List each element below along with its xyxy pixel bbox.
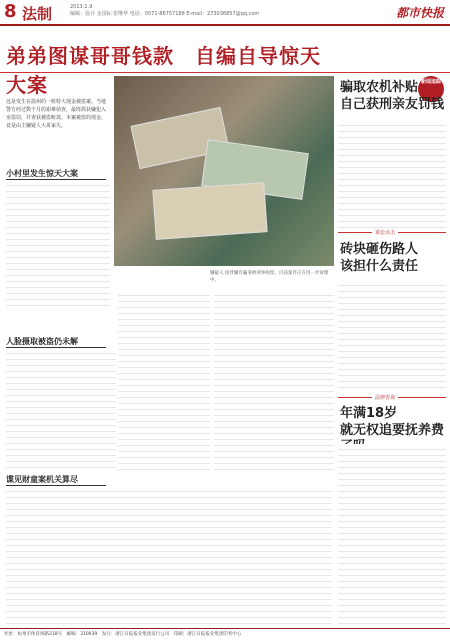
news-tag-badge: 新闻追踪 <box>418 76 444 102</box>
subheading-1: 小村里发生惊天大案 <box>6 168 106 180</box>
section-label-litigation: 诉讼点击 <box>372 229 398 236</box>
subheading-2: 人脸摄取被盗仍未解 <box>6 336 106 348</box>
cash-photo <box>114 76 334 266</box>
article-body-3 <box>118 290 210 470</box>
page-number: 8 <box>4 1 17 22</box>
subheading-3: 谍见财童案机关算尽 <box>6 474 106 486</box>
story-title-support-2: 就无权追要抚养费 <box>340 423 445 438</box>
header-meta <box>70 4 320 18</box>
story-body-brick <box>338 280 446 390</box>
photo-caption: 嫌疑人 因涉嫌诈骗罪被刑事拘留，目前案件正在进一步审理中。 <box>210 271 329 283</box>
story-title-support-1: 年满18岁 <box>340 406 398 421</box>
article-body-5 <box>6 486 332 626</box>
banknote <box>152 182 267 240</box>
story-body-farm-subsidy <box>338 120 446 230</box>
editor-contact: 编辑：设计 金国标 张继华 电话：0571-86757188 E-mail：273036857@qq.com <box>70 11 260 17</box>
article-body-2 <box>6 348 116 468</box>
page-footer: 社址：杭州市体育场路218号 邮编：310039 发行：浙江日报报业集团发行公司 印刷：浙江日报报业集团印务中心 <box>0 628 450 640</box>
article-intro: 这是发生在温州的一桩特大现金被盗案。当地警方经过数个月的艰难侦查，最终抓获嫌犯入室盗窃，并查获被盗赃款。本案被盗的现金，竟是由主嫌疑人大哥家失。 <box>6 99 107 129</box>
story-title-farm-subsidy-1: 骗取农机补贴 <box>340 80 419 95</box>
masthead-logo: 都市快报 <box>395 6 444 20</box>
story-title-farm-subsidy-2: 自己获刑亲友罚钱 <box>340 97 445 112</box>
section-label-legal-advice: 法律咨询 <box>372 394 398 401</box>
story-body-support <box>338 444 446 624</box>
story-title-brick-2: 该担什么责任 <box>340 259 419 274</box>
main-headline: 弟弟图谋哥哥钱款 自编自导惊天大案 <box>6 44 321 97</box>
story-title-brick-1: 砖块砸伤路人 <box>340 242 419 257</box>
issue-date: 2013.1.9 <box>70 4 93 10</box>
article-body-4 <box>214 290 334 470</box>
page-header <box>0 0 450 26</box>
article-body-1 <box>6 180 110 310</box>
headline-rule <box>0 72 450 73</box>
section-title: 法制 <box>22 5 53 23</box>
